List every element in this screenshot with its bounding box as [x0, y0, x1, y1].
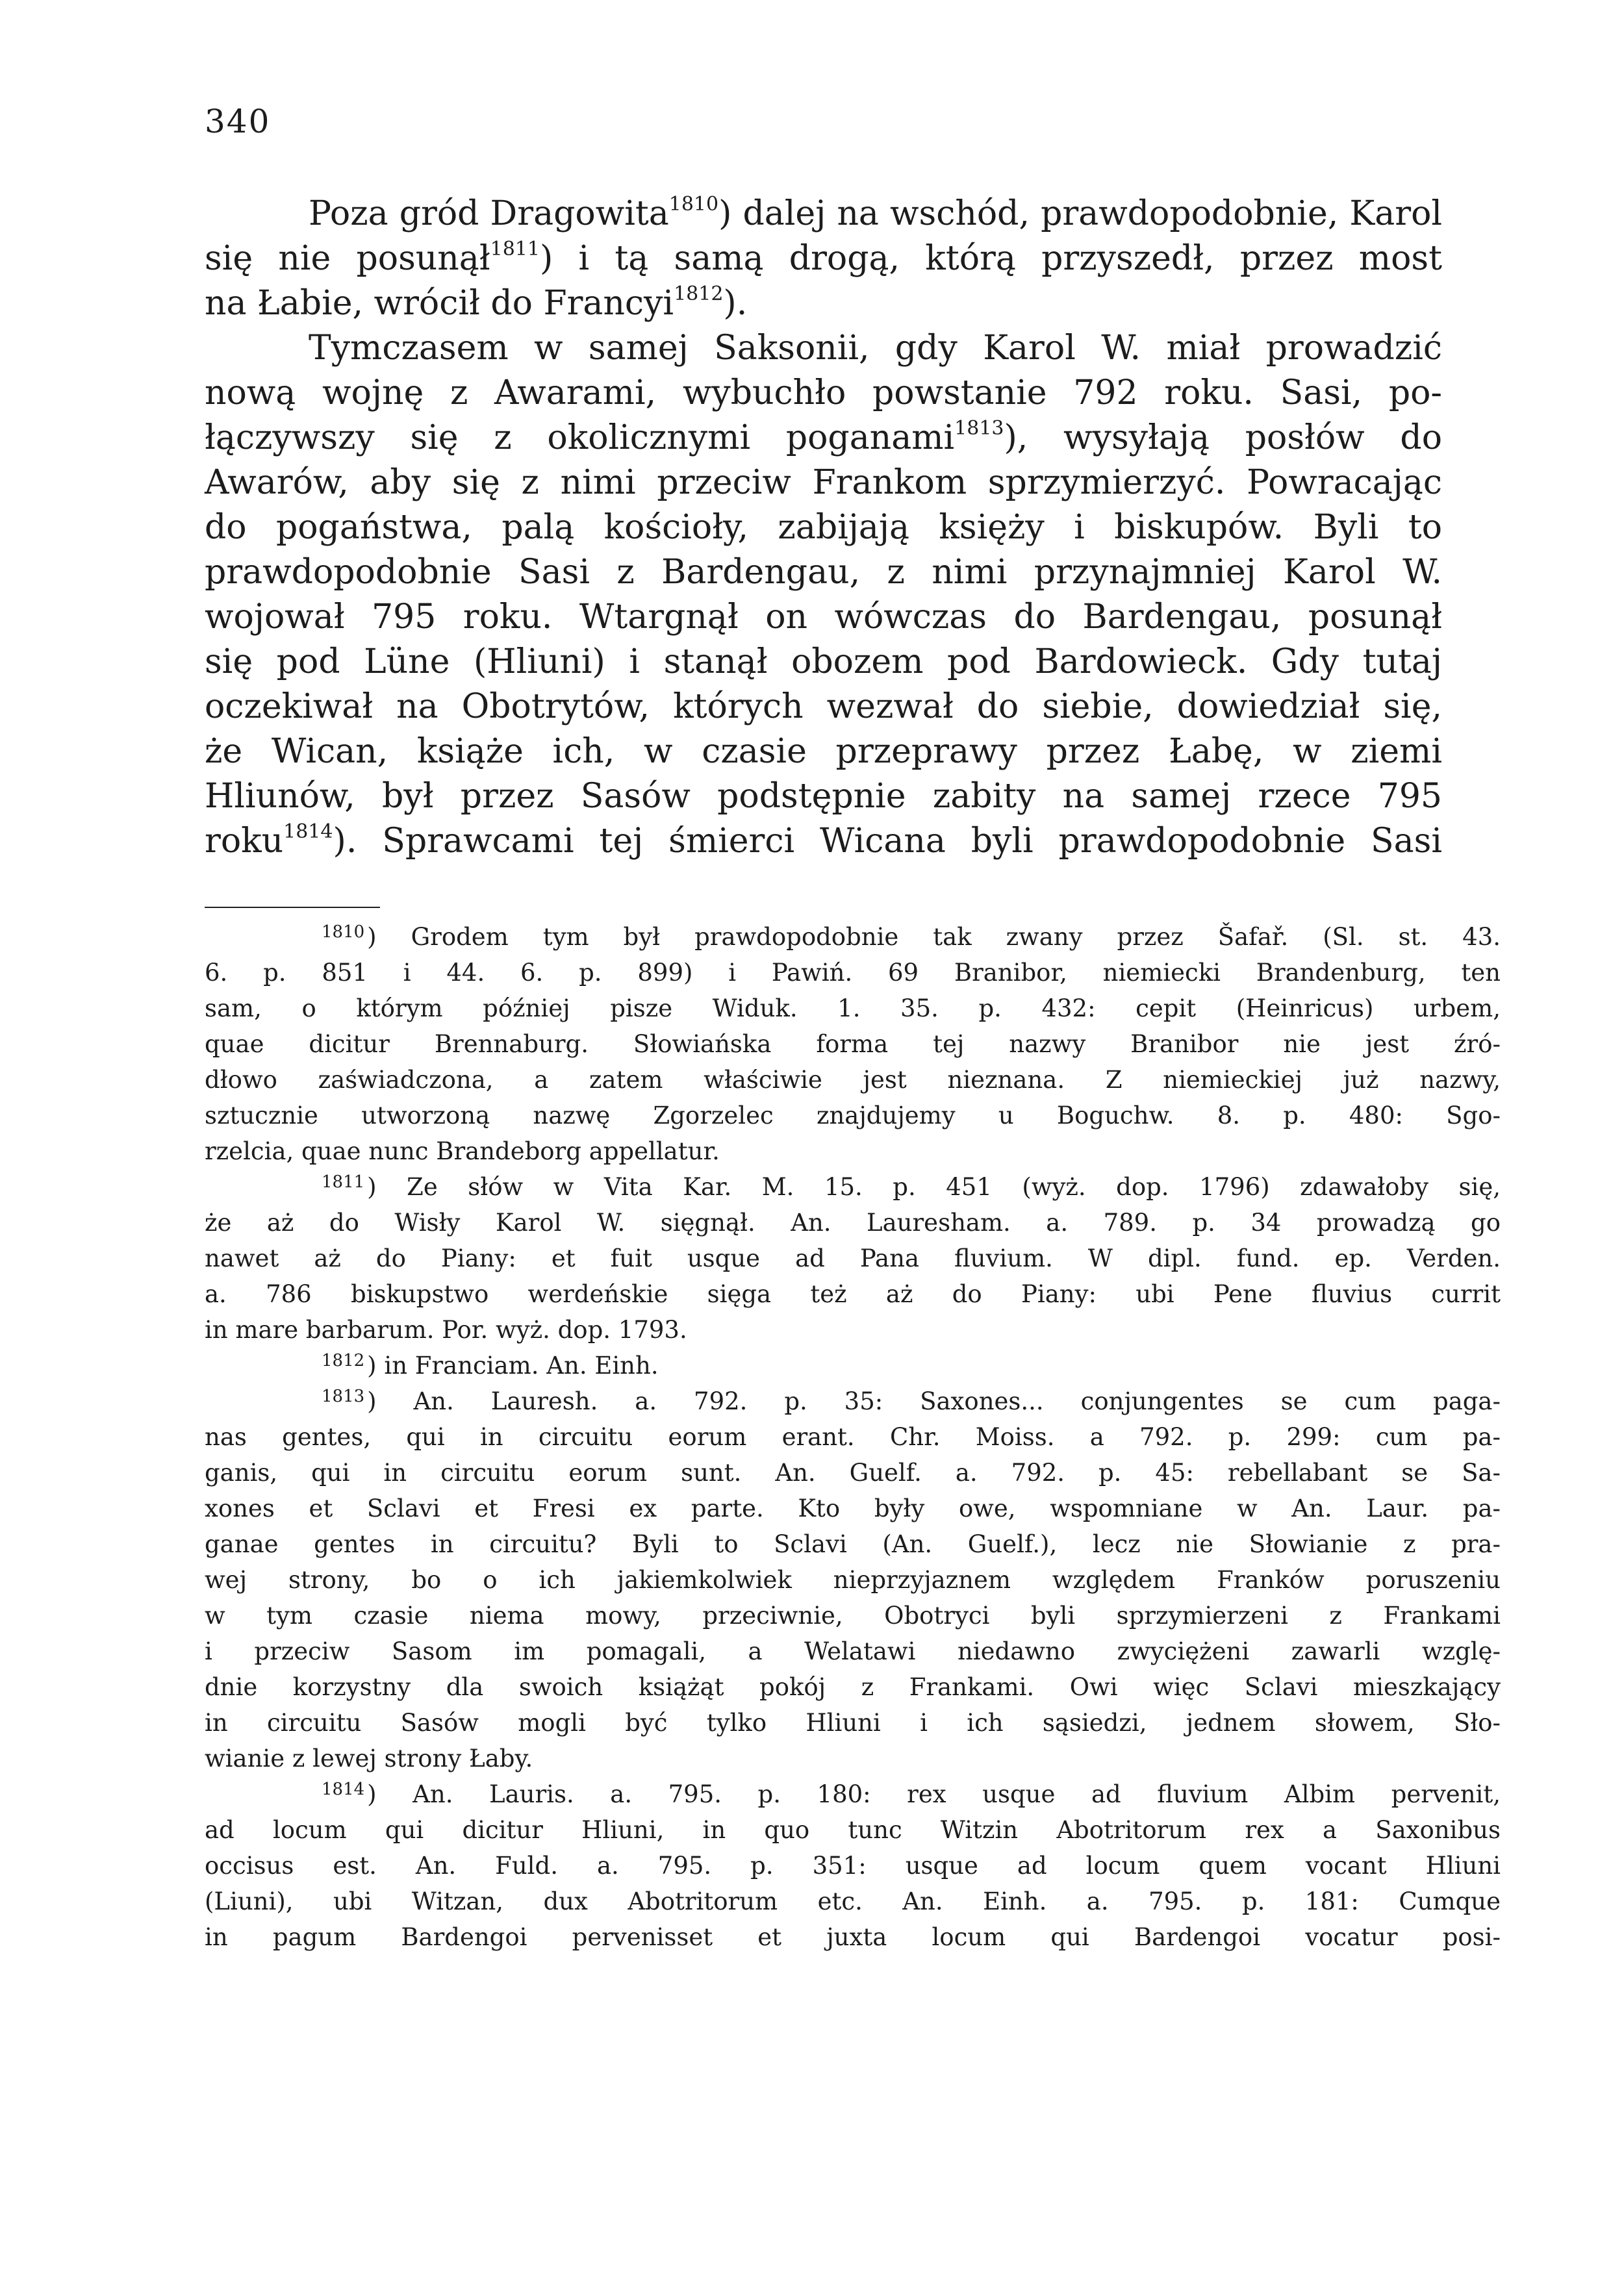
footnote-line: occisus est. An. Fuld. a. 795. p. 351: usque ad locum quem vocant Hliuni [205, 1852, 1501, 1880]
footnote-line: ganis, qui in circuitu eorum sunt. An. Guelf. a. 792. p. 45: rebellabant se Sa- [205, 1459, 1501, 1487]
footnote-line: nawet aż do Piany: et fuit usque ad Pana fluvium. W dipl. fund. ep. Verden. [205, 1244, 1501, 1272]
main-text [205, 192, 1442, 864]
footnote-line: wej strony, bo o ich jakiemkolwiek nieprzyjaznem względem Franków poruszeniu [205, 1566, 1501, 1594]
footnote-line: quae dicitur Brennaburg. Słowiańska forma tej nazwy Branibor nie jest źró- [205, 1030, 1501, 1058]
page-number: 340 [205, 103, 271, 140]
body-line: do pogaństwa, palą kościoły, zabijają księży i biskupów. Byli to [205, 508, 1442, 547]
body-line: nową wojnę z Awarami, wybuchło powstanie 792 roku. Sasi, po- [205, 373, 1442, 412]
footnote-line: sztucznie utworzoną nazwę Zgorzelec znajdujemy u Boguchw. 8. p. 480: Sgo- [205, 1102, 1501, 1129]
body-line: prawdopodobnie Sasi z Bardengau, z nimi przynajmniej Karol W. [205, 553, 1442, 592]
body-line: łączywszy się z okolicznymi poganami$^{1813}$), wysyłają posłów do [205, 417, 1443, 457]
footnote-line: dnie korzystny dla swoich książąt pokój z Frankami. Owi więc Sclavi mieszkający [205, 1673, 1501, 1701]
footnote-line: że aż do Wisły Karol W. sięgnął. An. Lauresham. a. 789. p. 34 prowadzą go [205, 1209, 1501, 1237]
footnote-ref[interactable]: 1813 [954, 417, 1004, 440]
footnote-line: $^{1813}$ ) An. Lauresh. a. 792. p. 35: Saxones... conjungentes se cum paga- [322, 1387, 1501, 1415]
body-line: oczekiwał na Obotrytów, których wezwał do siebie, dowiedział się, [205, 687, 1442, 726]
footnote-ref[interactable]: 1812 [674, 283, 724, 305]
footnotes [205, 919, 1501, 1955]
footnote-line: ad locum qui dicitur Hliuni, in quo tunc Witzin Abotritorum rex a Saxonibus [205, 1816, 1501, 1844]
footnote-line: ganae gentes in circuitu? Byli to Sclavi (An. Guelf.), lecz nie Słowianie z pra- [205, 1530, 1501, 1558]
body-line: na Łabie, wrócił do Francyi$^{1812}$). [205, 283, 748, 323]
footnote-line: dłowo zaświadczona, a zatem właściwie jest nieznana. Z niemieckiej już nazwy, [205, 1066, 1501, 1094]
footnote-line: a. 786 biskupstwo werdeńskie sięga też aż do Piany: ubi Pene fluvius currit [205, 1280, 1501, 1308]
footnote-line: w tym czasie niema mowy, przeciwnie, Obotryci byli sprzymierzeni z Frankami [205, 1602, 1501, 1630]
body-line: że Wican, książe ich, w czasie przeprawy przez Łabę, w ziemi [205, 732, 1442, 771]
footnote-mark: 1814 [322, 1780, 365, 1799]
body-line: Poza gród Dragowita$^{1810}$) dalej na wschód, prawdopodobnie, Karol [309, 193, 1443, 233]
footnote-line: in circuitu Sasów mogli być tylko Hliuni i ich sąsiedzi, jednem słowem, Sło- [205, 1709, 1501, 1737]
body-line: Hliunów, był przez Sasów podstępnie zabity na samej rzece 795 [205, 777, 1442, 816]
footnote-line: $^{1811}$ ) Ze słów w Vita Kar. M. 15. p. 451 (wyż. dop. 1796) zdawałoby się, [322, 1172, 1501, 1201]
footnote-line: $^{1812}$ ) in Franciam. An. Einh. [322, 1351, 659, 1380]
footnote-line: wianie z lewej strony Łaby. [205, 1745, 533, 1772]
footnote-line: 6. p. 851 i 44. 6. p. 899) i Pawiń. 69 Branibor, niemiecki Brandenburg, ten [205, 959, 1501, 987]
footnote-line: in mare barbarum. Por. wyż. dop. 1793. [205, 1316, 687, 1344]
body-line: Awarów, aby się z nimi przeciw Frankom sprzymierzyć. Powracając [205, 463, 1442, 502]
footnote-line: nas gentes, qui in circuitu eorum erant. Chr. Moiss. a 792. p. 299: cum pa- [205, 1423, 1501, 1451]
footnote-mark: 1813 [322, 1387, 365, 1406]
footnote-mark: 1810 [322, 922, 365, 942]
body-line: roku$^{1814}$). Sprawcami tej śmierci Wicana byli prawdopodobnie Sasi [205, 820, 1442, 861]
footnote-mark: 1811 [322, 1172, 365, 1192]
footnote-ref[interactable]: 1811 [490, 238, 540, 260]
body-line: się nie posunął$^{1811}$) i tą samą drogą, którą przyszedł, przez most [205, 238, 1442, 278]
footnote-line: $^{1814}$ ) An. Lauris. a. 795. p. 180: rex usque ad fluvium Albim pervenit, [322, 1780, 1501, 1808]
footnote-line: (Liuni), ubi Witzan, dux Abotritorum etc. An. Einh. a. 795. p. 181: Cumque [205, 1887, 1501, 1915]
footnote-mark: 1812 [322, 1351, 365, 1370]
body-line: wojował 795 roku. Wtargnął on wówczas do Bardengau, posunął [205, 598, 1442, 637]
footnote-divider [205, 907, 380, 908]
footnote-ref[interactable]: 1810 [668, 193, 719, 216]
footnote-line: sam, o którym później pisze Widuk. 1. 35. p. 432: cepit (Heinricus) urbem, [205, 994, 1501, 1022]
footnote-line: $^{1810}$ ) Grodem tym był prawdopodobnie tak zwany przez Šafař. (Sl. st. 43. [322, 922, 1501, 951]
body-line: Tymczasem w samej Saksonii, gdy Karol W. miał prowadzić [309, 329, 1442, 368]
footnote-line: i przeciw Sasom im pomagali, a Welatawi niedawno zwyciężeni zawarli wzglę- [205, 1637, 1501, 1665]
body-line: się pod Lüne (Hliuni) i stanął obozem pod Bardowieck. Gdy tutaj [205, 642, 1442, 681]
footnote-line: xones et Sclavi et Fresi ex parte. Kto były owe, wspomniane w An. Laur. pa- [205, 1495, 1501, 1522]
footnote-line: in pagum Bardengoi pervenisset et juxta locum qui Bardengoi vocatur posi- [205, 1923, 1501, 1951]
footnote-ref[interactable]: 1814 [283, 820, 333, 843]
footnote-line: rzelcia, quae nunc Brandeborg appellatur. [205, 1137, 720, 1165]
